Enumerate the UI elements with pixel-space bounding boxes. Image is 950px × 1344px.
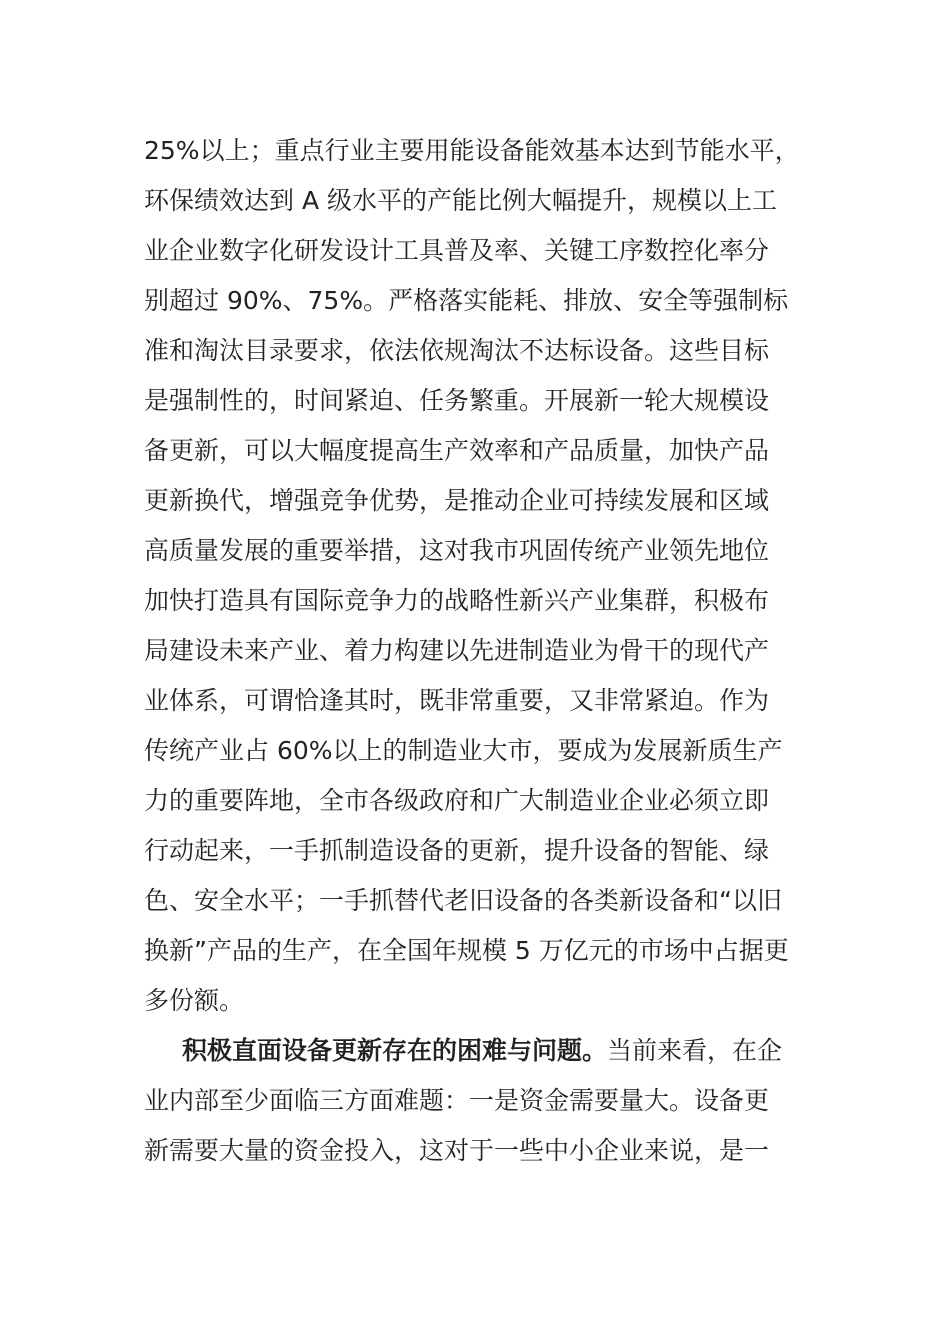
paragraph-1-line: 换新”产品的生产，在全国年规模 5 万亿元的市场中占据更 [144,936,789,965]
paragraph-1-line: 加快打造具有国际竞争力的战略性新兴产业集群，积极布 [144,586,770,615]
paragraph-1-line: 25%以上；重点行业主要用能设备能效基本达到节能水平， [144,136,800,165]
paragraph-2 [144,1026,844,1176]
paragraph-1-line: 力的重要阵地，全市各级政府和广大制造业企业必须立即 [144,786,770,815]
paragraph-1-line: 业企业数字化研发设计工具普及率、关键工序数控化率分 [144,236,770,265]
paragraph-1-line: 传统产业占 60%以上的制造业大市，要成为发展新质生产 [144,736,783,765]
paragraph-2-first-line [144,1026,844,1076]
paragraph-1-line: 行动起来，一手抓制造设备的更新，提升设备的智能、绿 [144,836,770,865]
paragraph-2-line: 新需要大量的资金投入，这对于一些中小企业来说，是一 [144,1136,770,1165]
paragraph-2-first-line-text: 当前来看，在企 [607,1036,783,1065]
paragraph-1-line: 更新换代，增强竞争优势，是推动企业可持续发展和区域 [144,486,770,515]
document-body [144,126,844,1176]
paragraph-2-line: 业内部至少面临三方面难题：一是资金需要量大。设备更 [144,1086,770,1115]
paragraph-1-line: 多份额。 [144,986,245,1015]
paragraph-1-line: 是强制性的，时间紧迫、任务繁重。开展新一轮大规模设 [144,386,770,415]
paragraph-2-heading: 积极直面设备更新存在的困难与问题。 [182,1036,608,1065]
paragraph-1-line: 备更新，可以大幅度提高生产效率和产品质量，加快产品 [144,436,770,465]
paragraph-1-line: 准和淘汰目录要求，依法依规淘汰不达标设备。这些目标 [144,336,770,365]
paragraph-1-line: 高质量发展的重要举措，这对我市巩固传统产业领先地位 [144,536,770,565]
paragraph-1 [144,126,844,1026]
paragraph-1-line: 局建设未来产业、着力构建以先进制造业为骨干的现代产 [144,636,770,665]
paragraph-1-line: 业体系，可谓恰逢其时，既非常重要，又非常紧迫。作为 [144,686,770,715]
paragraph-1-line: 色、安全水平；一手抓替代老旧设备的各类新设备和“以旧 [144,886,782,915]
paragraph-1-line: 别超过 90%、75%。严格落实能耗、排放、安全等强制标 [144,286,789,315]
paragraph-1-line: 环保绩效达到 A 级水平的产能比例大幅提升，规模以上工 [144,186,777,215]
